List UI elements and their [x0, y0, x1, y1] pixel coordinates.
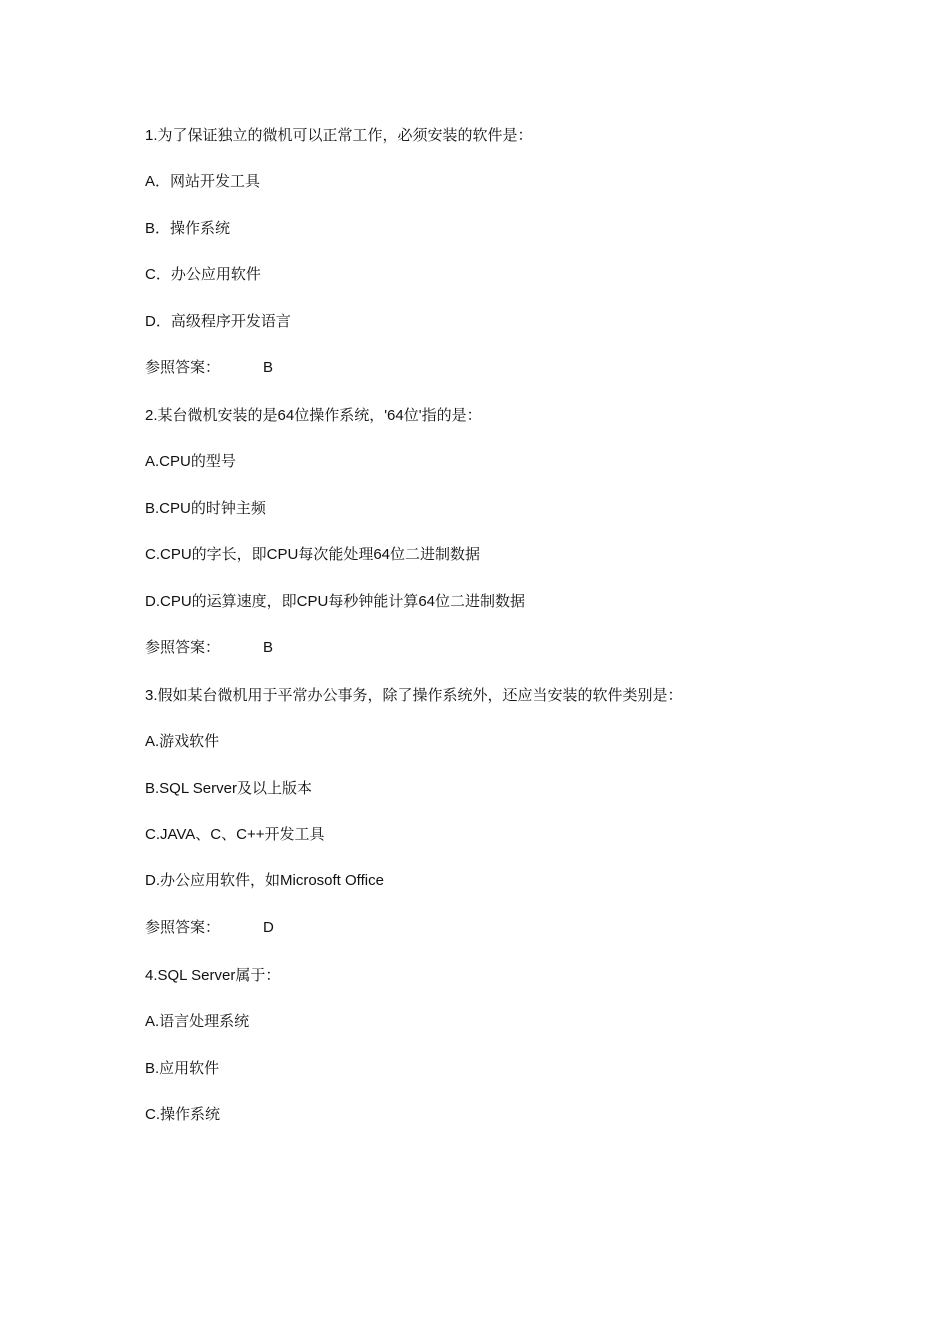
question-stem: 4.SQL Server属于： — [145, 966, 281, 984]
option-c: C．办公应用软件 — [145, 266, 261, 284]
answer-value: B — [263, 358, 274, 376]
answer-value: D — [263, 918, 274, 936]
option-c: C.CPU的字长，即CPU每次能处理64位二进制数据 — [145, 546, 481, 564]
option-b: B．操作系统 — [145, 219, 231, 237]
answer-label: 参照答案： — [145, 918, 221, 936]
option-c: C.操作系统 — [145, 1106, 221, 1124]
option-c: C.JAVA、C、C++开发工具 — [145, 826, 325, 844]
question-stem: 2.某台微机安装的是64位操作系统，'64位'指的是： — [145, 406, 482, 424]
question-4 — [145, 964, 845, 1127]
answer-line — [145, 916, 845, 940]
answer-line — [145, 356, 845, 380]
document-content — [145, 124, 845, 1149]
question-stem: 1.为了保证独立的微机可以正常工作，必须安装的软件是： — [145, 127, 533, 144]
option-a: A.语言处理系统 — [145, 1013, 250, 1031]
option-d: D.CPU的运算速度，即CPU每秒钟能计算64位二进制数据 — [145, 592, 526, 610]
option-b: B.CPU的时钟主频 — [145, 499, 266, 517]
question-1 — [145, 124, 845, 380]
option-b: B.应用软件 — [145, 1059, 220, 1077]
answer-label: 参照答案： — [145, 638, 221, 656]
option-a: A.游戏软件 — [145, 733, 220, 751]
question-stem: 3.假如某台微机用于平常办公事务，除了操作系统外，还应当安装的软件类别是： — [145, 686, 683, 704]
option-a: A.CPU的型号 — [145, 453, 236, 471]
option-b: B.SQL Server及以上版本 — [145, 779, 312, 797]
option-a: A．网站开发工具 — [145, 173, 261, 191]
option-d: D．高级程序开发语言 — [145, 312, 291, 330]
answer-line — [145, 636, 845, 660]
option-d: D.办公应用软件，如Microsoft Office — [145, 872, 384, 890]
answer-value: B — [263, 638, 274, 656]
question-3 — [145, 684, 845, 940]
question-2 — [145, 404, 845, 660]
answer-label: 参照答案： — [145, 358, 221, 376]
